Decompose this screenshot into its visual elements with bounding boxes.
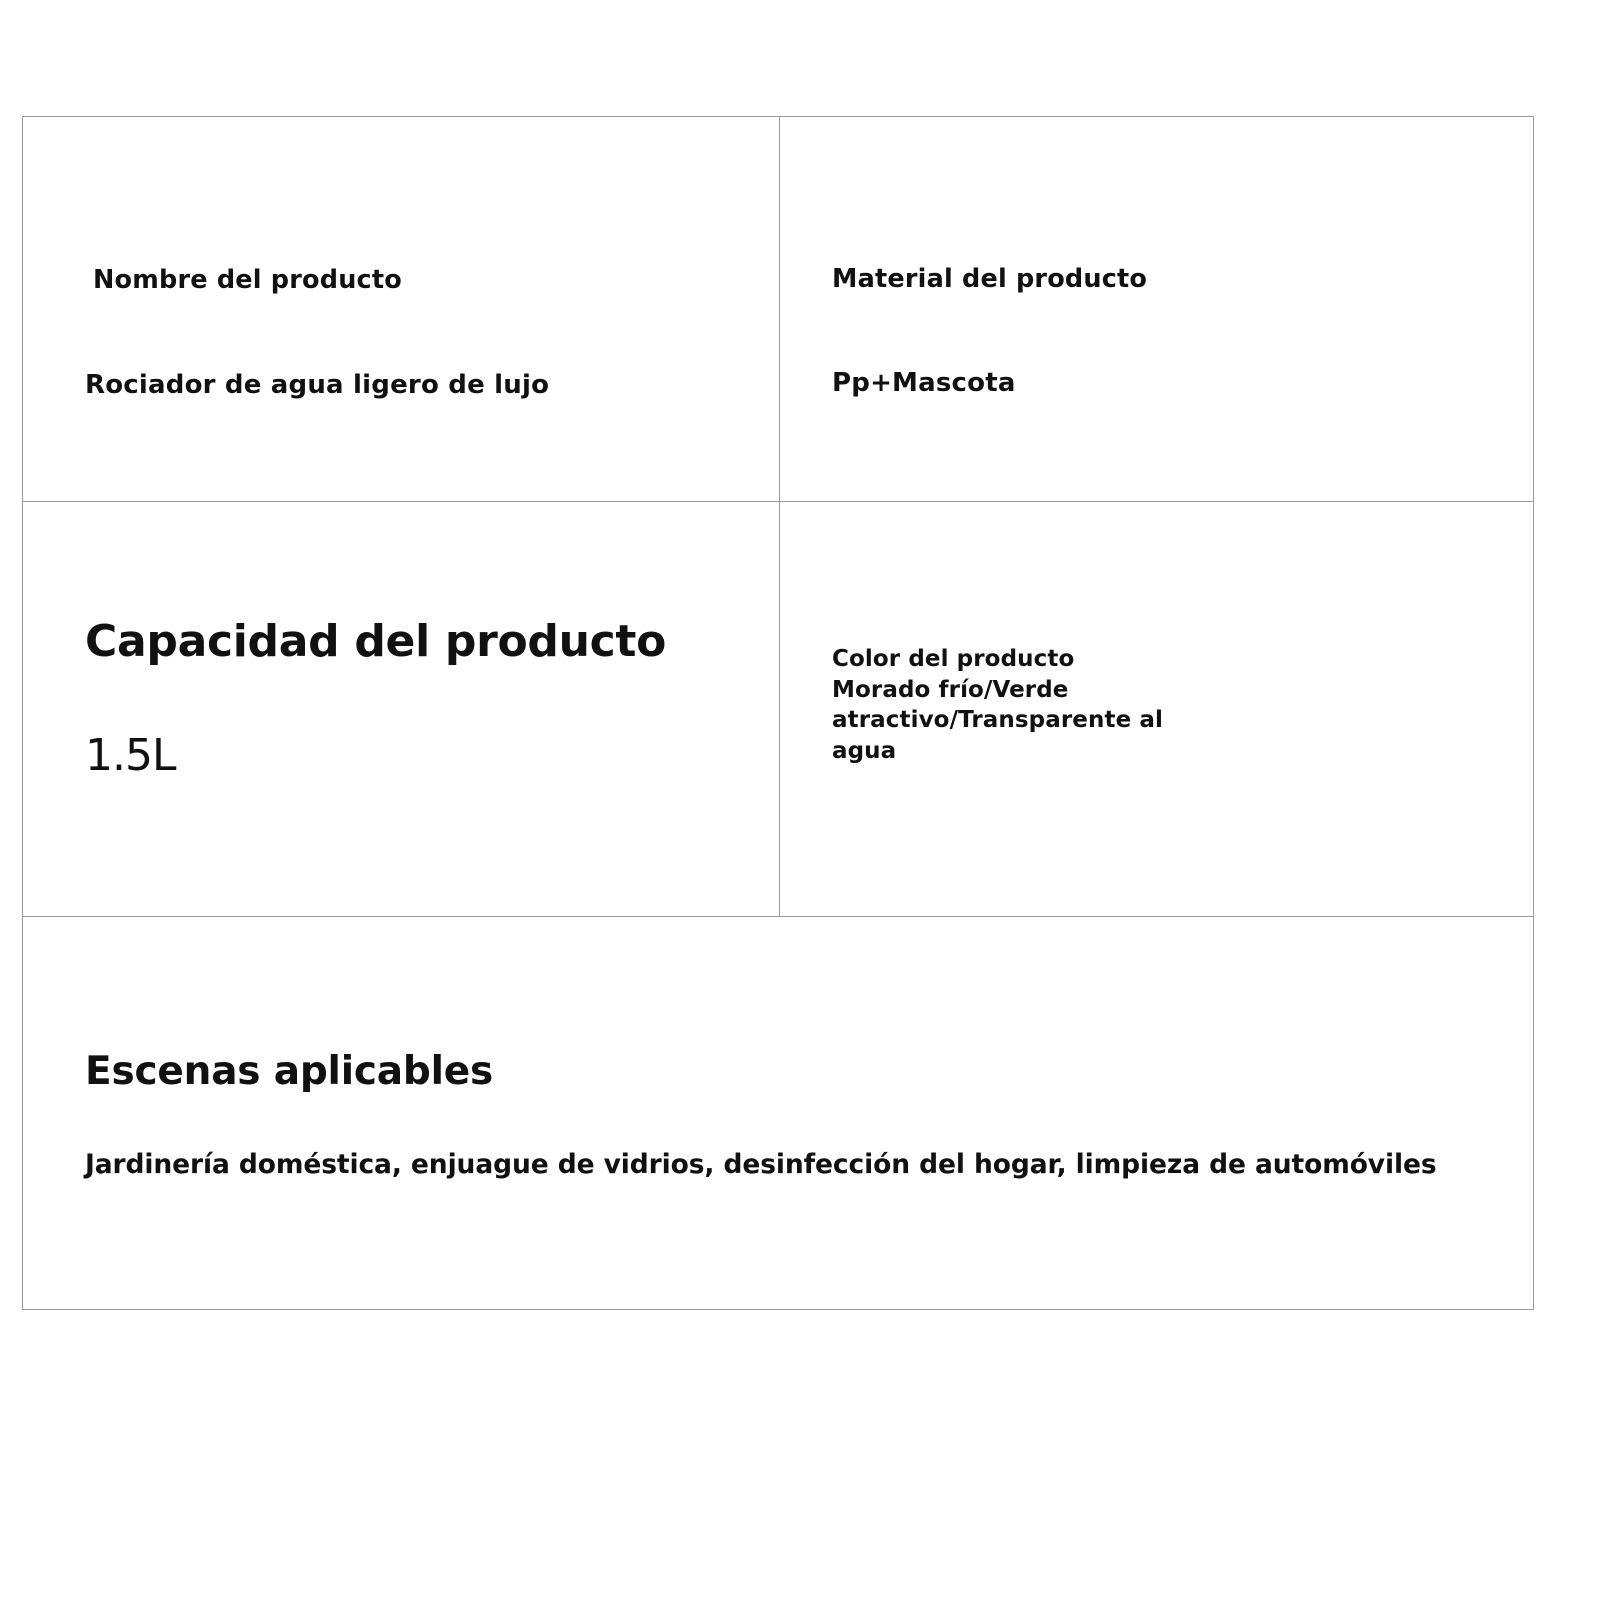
applicable-scenes-label: Escenas aplicables [85,1049,494,1094]
product-color-cell [780,502,1533,916]
product-capacity-value: 1.5L [85,730,176,781]
table-row [23,502,1533,917]
product-capacity-cell [23,502,780,916]
product-color-group [832,644,1192,766]
product-color-label: Color del producto [832,646,1075,672]
product-material-label: Material del producto [832,264,1148,294]
product-material-cell [780,117,1533,501]
product-material-value: Pp+Mascota [832,368,1016,398]
table-row [23,917,1533,1309]
product-capacity-label: Capacidad del producto [85,616,667,667]
applicable-scenes-cell [23,917,1533,1309]
product-name-cell [23,117,780,501]
product-name-label: Nombre del producto [93,265,402,295]
applicable-scenes-value: Jardinería doméstica, enjuague de vidrios, desinfección del hogar, limpieza de automóviles [85,1149,1437,1180]
product-name-value: Rociador de agua ligero de lujo [85,370,550,400]
product-spec-table [22,116,1534,1310]
table-row [23,117,1533,502]
product-color-value: Morado frío/Verde atractivo/Transparente al agua [832,676,1163,764]
